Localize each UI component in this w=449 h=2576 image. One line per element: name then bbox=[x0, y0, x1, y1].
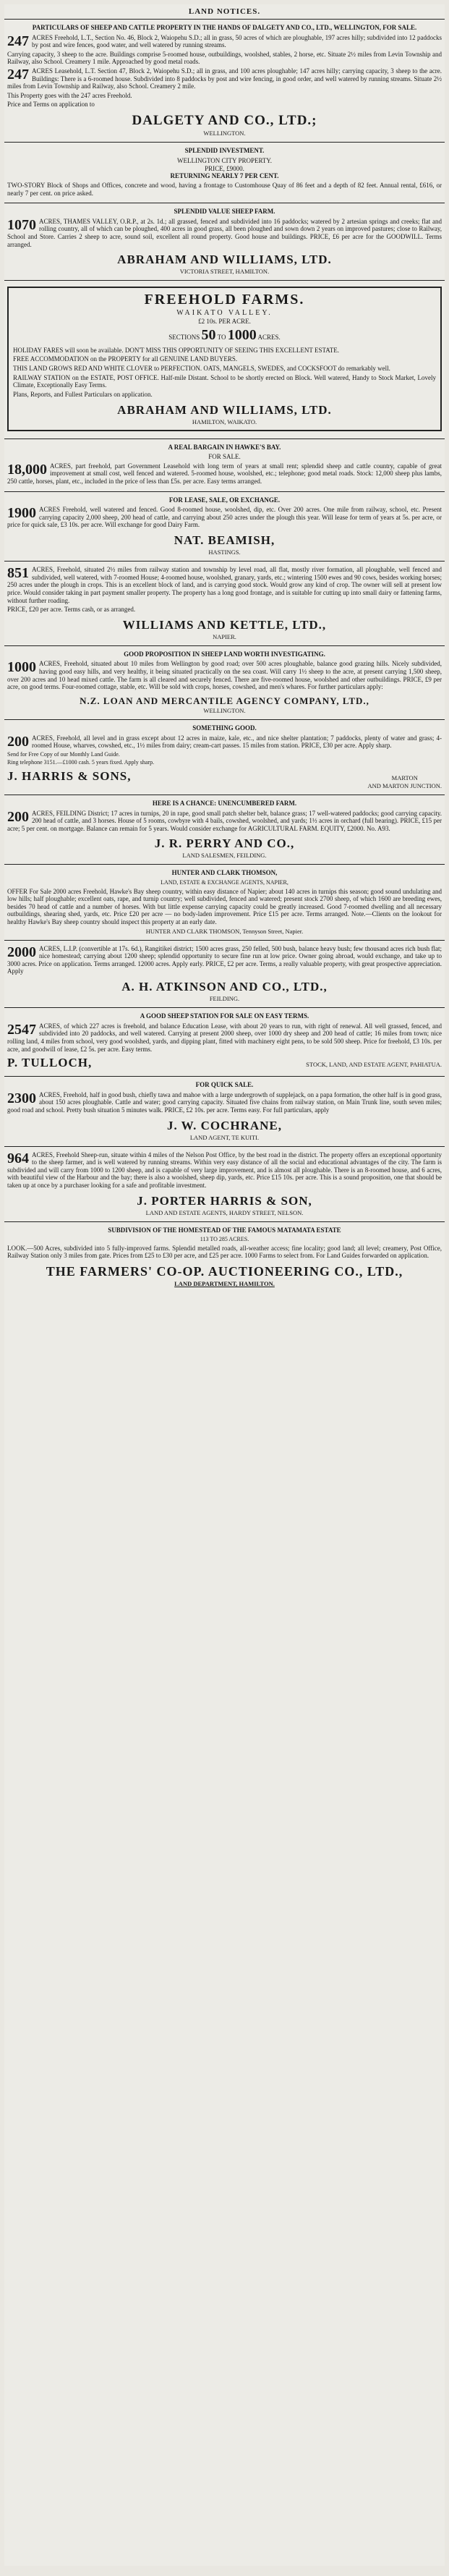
acreage-number: 1070 bbox=[7, 216, 36, 233]
acreage-number: 2300 bbox=[7, 1090, 36, 1106]
sections-to: TO bbox=[217, 334, 226, 342]
lot-text: ACRES, Freehold, situated 2½ miles from railway station and township by level road, all flat, mostly river formation, all ploughable, well fenced and subdivided, well watered, with 7-roomed House; 4-roomed house, woolshed, granary, yards, etc.; wintering 1500 ewes and 90 cows, besides working horses; 250 acres under the plough in crops. This is an excellent block of land, and is carrying good stock. Would grow any kind of crop. The owner will sell at present low price. Would consider taking in part payment smaller property. The property has a long good frontage, and is suitable for cutting up into small dairy or fattening farms, without further roading. bbox=[7, 566, 442, 604]
lot-extra: Carrying capacity, 3 sheep to the acre. Buildings comprise 5-roomed house, outbuildings, woolshed, stables, 2 horse, etc. Situate 2½ miles from Levin Township and Railway, also School. Creamery 1 mile. Approached by good metal roads. bbox=[7, 50, 442, 66]
price: PRICE, £9000. bbox=[205, 164, 244, 172]
ad-body: THIS LAND GROWS RED AND WHITE CLOVER to PERFECTION. OATS, MANGELS, SWEDES, and COCKSFOOT do remarkably well. bbox=[13, 365, 390, 373]
lot-text: ACRES Freehold, L.T., Section No. 46, Block 2, Waiopehu S.D.; all in grass, 50 acres of which are ploughable, 197 acres hilly; subdivided into 12 paddocks by post and wire fences, good water, and well watered by running streams. bbox=[32, 33, 442, 49]
ad-tulloch bbox=[4, 1007, 445, 1076]
ad-heading: FOR LEASE, SALE, OR EXCHANGE. bbox=[168, 496, 281, 504]
agent-row bbox=[7, 768, 442, 790]
lot-text: ACRES Leasehold, L.T. Section 47, Block 2, Waiopehu S.D.; all in grass, and 100 acres ploughable; 147 acres hilly; carrying capacity, 3 sheep to the acre. Buildings: There is a 6-roomed house. Subdivided into 8 paddocks by post and wire fencing, in good order, and well watered by running streams. Situate 2½ miles from Levin Township and Railway, also School. Creamery 2 mile. bbox=[7, 67, 442, 90]
ad-porter-harris bbox=[4, 1146, 445, 1221]
agent-name: J. W. COCHRANE, bbox=[166, 1118, 283, 1132]
ad-body: RAILWAY STATION on the ESTATE, POST OFFICE. Half-mile Distant. School to be shortly erected on Block. Well watered, Handy to Stock Market, Lovely Climate, Exceptionally Easy Terms. bbox=[13, 373, 436, 389]
agent-name: ABRAHAM AND WILLIAMS, LTD. bbox=[117, 253, 332, 267]
agent-address: HAMILTON, WAIKATO. bbox=[192, 418, 257, 425]
ad-heading: A REAL BARGAIN IN HAWKE'S BAY. bbox=[168, 443, 281, 451]
region: WAIKATO VALLEY. bbox=[176, 308, 273, 317]
acreage-number: 964 bbox=[7, 1150, 29, 1166]
ad-display-title: FREEHOLD FARMS. bbox=[144, 292, 305, 308]
lot-text: ACRES, part freehold, part Government Leasehold with long term of years at small rent; splendid sheep and cattle country, capable of great improvement at small cost, well fenced and watered. 5-roomed house, woolshed, etc.; telephone; good metal roads. Stock: 12,000 sheep plus lambs, 250 cattle, horses, plant, etc., included in the price of less than £5s. per acre. Easy terms arranged. bbox=[7, 462, 442, 485]
lot-text: ACRES, Freehold, all level and in grass except about 12 acres in maize, kale, etc., and nice shelter plantation; 7 paddocks, plenty of water and grass; 4-roomed House, wharves, cowshed, etc., 1½ miles from dairy; cream-cart passes. 15 miles from station. PRICE, £30 per acre. Apply sharp. bbox=[32, 734, 442, 750]
lot-listing bbox=[7, 462, 442, 486]
ad-cochrane bbox=[4, 1076, 445, 1146]
ad-williams-kettle bbox=[4, 561, 445, 645]
agent-address: STOCK, LAND, AND ESTATE AGENT, PAHIATUA. bbox=[306, 1061, 442, 1069]
lot-listing bbox=[7, 218, 442, 248]
ad-thames-valley bbox=[4, 203, 445, 280]
ad-matamata bbox=[4, 1221, 445, 1293]
ad-nz-loan bbox=[4, 645, 445, 719]
sections-range bbox=[13, 327, 436, 344]
acreage-number: 200 bbox=[7, 808, 29, 825]
agent-name: J. PORTER HARRIS & SON, bbox=[137, 1193, 312, 1208]
ad-body: LOOK.—500 Acres, subdivided into 5 fully-improved farms. Splendid metalled roads, all-weather access; fine locality; good land; all level; creamery, Post Office, Railway Station only 3 miles from gate. Prices from £25 to £30 per acre, and £25 per acre. 1000 Farms to select from. For Land Guides forwarded on application. bbox=[7, 1244, 442, 1260]
lot-listing bbox=[7, 1151, 442, 1190]
ad-heading: GOOD PROPOSITION IN SHEEP LAND WORTH INVESTIGATING. bbox=[124, 650, 325, 658]
ad-box bbox=[7, 287, 442, 431]
returning: RETURNING NEARLY 7 PER CENT. bbox=[170, 172, 279, 180]
ad-subheading: 113 TO 285 ACRES. bbox=[200, 1236, 249, 1243]
lot-text: ACRES, FEILDING District; 17 acres in turnips, 20 in rape, good small patch shelter belt, balance grass; 17 well-watered paddocks; good carrying capacity. 200 head of cattle, and 3 horses. House of 5 rooms, cowbyre with 4 bails, cowshed, woolshed, and yards; 1½ acres in orchard (full bearing). PRICE, £15 per acre; 5 per cent. on mortgage. Balance can remain for 5 years. Would consider exchange for AGRICULTURAL FARM. EQUITY, £2000. No. A93. bbox=[7, 809, 442, 832]
ad-dalgety bbox=[4, 19, 445, 143]
lot-listing bbox=[7, 1022, 442, 1053]
ad-heading: SUBDIVISION OF THE HOMESTEAD OF THE FAMOUS MATAMATA ESTATE bbox=[108, 1226, 341, 1234]
ad-heading: SPLENDID VALUE SHEEP FARM. bbox=[174, 208, 275, 216]
sections-label: SECTIONS bbox=[168, 334, 200, 342]
agent-address-block bbox=[367, 774, 442, 790]
lot-listing bbox=[7, 506, 442, 529]
agent-address: WELLINGTON. bbox=[203, 707, 246, 715]
price: PRICE, £20 per acre. Terms cash, or as arranged. bbox=[7, 606, 136, 614]
acreage-number: 18,000 bbox=[7, 461, 47, 478]
ad-hawkes-bay bbox=[4, 438, 445, 491]
ad-j-harris bbox=[4, 719, 445, 795]
ad-heading: SPLENDID INVESTMENT. bbox=[184, 147, 265, 155]
sections-unit: ACRES. bbox=[257, 334, 281, 342]
lot-listing bbox=[7, 67, 442, 90]
agent-address: AND MARTON JUNCTION. bbox=[367, 781, 442, 789]
ad-freehold-farms bbox=[4, 280, 445, 438]
agent-address: HUNTER AND CLARK THOMSON, Tennyson Street, Napier. bbox=[145, 927, 304, 935]
note: This Property goes with the 247 acres Freehold. bbox=[7, 91, 132, 99]
agent-address: HASTINGS. bbox=[208, 548, 241, 556]
agent-address: LAND SALESMEN, FEILDING. bbox=[182, 852, 267, 860]
agent-row bbox=[7, 1054, 442, 1072]
lot-listing bbox=[7, 34, 442, 49]
ad-subheading: WELLINGTON CITY PROPERTY. bbox=[176, 157, 273, 165]
ad-jr-perry bbox=[4, 795, 445, 865]
acreage-number: 1000 bbox=[7, 659, 36, 676]
agent-address: LAND AGENT, TE KUITI. bbox=[189, 1133, 260, 1141]
ad-atkinson bbox=[4, 940, 445, 1008]
acreage-number: 1900 bbox=[7, 505, 36, 522]
lot-listing bbox=[7, 734, 442, 750]
ad-body: HOLIDAY FARES will soon be available. DON'T MISS THIS OPPORTUNITY OF SEEING THIS EXCELLENT ESTATE. bbox=[13, 346, 340, 354]
lot-listing bbox=[7, 660, 442, 690]
ad-body: OFFER For Sale 2000 acres Freehold, Hawke's Bay sheep country, within easy distance of Napier; about 140 acres in turnips this season; good sound undulating and low hills; half ploughable; excellent oats, rape, and turnip country; well subdivided, fenced and watered; present stock 2700 sheep, of which 1600 are breeding ewes, besides 70 head of cattle and a number of horses. With but little expense carrying capacity could be greatly increased. Good 7-roomed dwelling and all necessary outbuildings, shearing shed, yards, etc. Price £20 per acre — no body-laden improvement. Price £15 per acre. Terms arranged. Note.—Clients on the lookout for healthy Hawke's Bay sheep country should inspect this property at an early date. bbox=[7, 887, 442, 925]
agent-name: J. R. PERRY AND CO., bbox=[154, 836, 295, 851]
lot-text: ACRES, Freehold Sheep-run, situate within 4 miles of the Nelson Post Office, by the best road in the district. The property offers an exceptional opportunity to the sheep farmer, and is well watered by running streams. Within very easy distance of all the social and educational advantages of the city. The farm is subdivided and will carry from 1000 to 1200 sheep, and is capable of very large improvement, and is almost all ploughable. There is an 8-roomed house, and 6 acres, with beautiful view of the Harbour and the bay; there is also a woolshed, sheep dip, yards, etc. Price £15 10s. per acre. This is a sound proposition, one that should be taken up at once by a purchaser looking for a safe and profitable investment. bbox=[7, 1151, 442, 1190]
lot-text: ACRES, Freehold, half in good bush, chiefly tawa and mahoe with a large undergrowth of supplejack, on a papa formation, the other half is in good grass, about 150 acres ploughable. Cattle and water; good carrying capacity. Situated five chains from railway station, on Main Trunk line, south seven miles; good road and school. Pretty bush situation 5 minutes walk. PRICE, £2 10s. per acre. Terms easy. For full particulars, apply bbox=[7, 1090, 442, 1114]
agent-name: P. TULLOCH, bbox=[7, 1056, 93, 1070]
ad-subheading: LAND, ESTATE & EXCHANGE AGENTS, NAPIER, bbox=[161, 879, 288, 886]
ad-heading: HERE IS A CHANCE: UNENCUMBERED FARM. bbox=[152, 799, 297, 807]
ad-line: Ring telephone 3151.—£1000 cash. 5 years fixed. Apply sharp. bbox=[7, 759, 155, 766]
ad-subheading: FOR SALE. bbox=[208, 453, 241, 461]
sections-min: 50 bbox=[201, 327, 216, 344]
acreage-number: 247 bbox=[7, 67, 29, 83]
ad-heading: SOMETHING GOOD. bbox=[192, 724, 257, 732]
ad-heading: FOR QUICK SALE. bbox=[195, 1081, 254, 1089]
price: £2 10s. PER ACRE. bbox=[198, 317, 251, 325]
lot-text: ACRES, THAMES VALLEY, O.R.P., at 2s. 1d.; all grassed, fenced and subdivided into 16 paddocks; watered by 2 artesian springs and creeks; flat and rolling country, all of which can be ploughed, 400 acres in good grass, all been ploughed and sown down 2 years on improved pastures; close to Railway, School and Store. Carries 2 sheep to acre, sound soil, excellent all round property. Good house and buildings. PRICE, £6 per acre for the GOODWILL. Terms arranged. bbox=[7, 217, 442, 248]
acreage-number: 247 bbox=[7, 33, 29, 49]
ad-beamish bbox=[4, 491, 445, 562]
lot-text: ACRES, Freehold, situated about 10 miles from Wellington by good road; over 500 acres ploughable, balance good grazing hills. Nicely subdivided, having good easy hills, and very healthy, it being situated practically on the sea coast. Will carry 1½ sheep to the acre, at present carrying 1,500 sheep, over 200 acres and 10 head mixed cattle. The farm is all cleared and securely fenced. There are five-roomed house, woolshed and other outbuildings. PRICE, £9 per acre, on good terms. Four-roomed cottage, stable, etc. Will be sold with crops, horses, cowshed, and men's whares. For further particulars apply: bbox=[7, 660, 442, 691]
agent-address: VICTORIA STREET, HAMILTON. bbox=[179, 268, 270, 276]
ad-body: FREE ACCOMMODATION on the PROPERTY for all GENUINE LAND BUYERS. bbox=[13, 355, 238, 363]
agent-name: A. H. ATKINSON AND CO., LTD., bbox=[121, 980, 328, 993]
ad-line: Send for Free Copy of our Monthly Land Guide. bbox=[7, 751, 120, 758]
lot-text: ACRES, of which 227 acres is freehold, and balance Education Lease, with about 20 years to run, with right of renewal. All well grassed, fenced, and subdivided into 20 paddocks, and well watered. Carrying at present 2000 sheep, over 1000 dry sheep and 200 head of cattle; 16 miles from town; nice rolling land, 4 miles from school, very good woolshed, yards, and dipping plant, fitted with machinery eight pens, to be sold 500 sheep. Price for freehold, £3 10s. per acre, and goodwill of lease, £2 5s. per acre. Easy terms. bbox=[7, 1022, 442, 1053]
sections-max: 1000 bbox=[227, 327, 257, 344]
apply-line: Price and Terms on application to bbox=[7, 101, 95, 109]
ad-title: PARTICULARS OF SHEEP AND CATTLE PROPERTY IN THE HANDS OF DALGETY AND CO., LTD., WELLINGTON, FOR SALE. bbox=[32, 23, 417, 31]
ad-body: TWO-STORY Block of Shops and Offices, concrete and wood, having a frontage to Customhouse Quay of 86 feet and a depth of 82 feet. Annual rental, £616, or nearly 7 per cent. on price asked. bbox=[7, 181, 442, 197]
ad-body: Plans, Reports, and Fullest Particulars on application. bbox=[13, 390, 153, 398]
acreage-number: 2547 bbox=[7, 1021, 36, 1038]
ad-heading: A GOOD SHEEP STATION FOR SALE ON EASY TERMS. bbox=[140, 1012, 309, 1020]
lot-text: ACRES, L.I.P. (convertible at 17s. 6d.), Rangitikei district; 1500 acres grass, 250 felled, 500 bush, balance heavy bush; few thousand acres rich bush flat; nice homestead; carrying about 1200 sheep; splendid opportunity to secure fine run at low price. Owner going abroad, would exchange, and take up to 3000 acres. Price on application. Terms arranged. 12000 acres. Apply early. PRICE, £2 per acre. Terms, a really valuable property, with great prospective appreciation. Apply bbox=[7, 944, 442, 975]
agent-address: NAPIER. bbox=[213, 632, 236, 640]
acreage-number: 200 bbox=[7, 733, 29, 750]
acreage-number: 2000 bbox=[7, 944, 36, 960]
ad-heading: HUNTER AND CLARK THOMSON, bbox=[171, 869, 278, 877]
lot-listing bbox=[7, 566, 442, 604]
agent-name: N.Z. LOAN AND MERCANTILE AGENCY COMPANY, LTD., bbox=[80, 695, 369, 706]
ad-wellington-investment bbox=[4, 142, 445, 203]
agent-address: FEILDING. bbox=[209, 995, 240, 1003]
acreage-number: 851 bbox=[7, 565, 29, 582]
agent-name: J. HARRIS & SONS, bbox=[7, 768, 132, 783]
agent-name: WILLIAMS AND KETTLE, LTD., bbox=[122, 617, 327, 632]
agent-name: DALGETY AND CO., LTD.; bbox=[132, 113, 317, 129]
agent-address: LAND DEPARTMENT, HAMILTON. bbox=[174, 1280, 275, 1288]
newspaper-page bbox=[4, 4, 445, 2566]
lot-listing bbox=[7, 945, 442, 975]
section-masthead: LAND NOTICES. bbox=[188, 7, 261, 16]
agent-address-top: MARTON bbox=[391, 774, 418, 781]
agent-name: NAT. BEAMISH, bbox=[174, 533, 275, 548]
lot-text: ACRES Freehold, well watered and fenced. Good 8-roomed house, woolshed, dip, etc. Over 200 acres. One mile from railway, school, etc. Present carrying capacity 2,000 sheep, 200 head of cattle, and carrying about 250 acres under the plough this year. Will lease for term of years at 5s. per acre, or price for quick sale, £3 10s. per acre. Will exchange for good Dairy Farm. bbox=[7, 506, 442, 529]
agent-name: ABRAHAM AND WILLIAMS, LTD. bbox=[117, 402, 332, 417]
agent-name: THE FARMERS' CO-OP. AUCTIONEERING CO., LTD., bbox=[46, 1264, 403, 1279]
agent-address: LAND AND ESTATE AGENTS, HARDY STREET, NELSON. bbox=[145, 1208, 304, 1216]
lot-listing bbox=[7, 810, 442, 833]
lot-listing bbox=[7, 1091, 442, 1114]
agent-address: WELLINGTON. bbox=[203, 130, 246, 137]
ad-hunter-thomson bbox=[4, 864, 445, 939]
